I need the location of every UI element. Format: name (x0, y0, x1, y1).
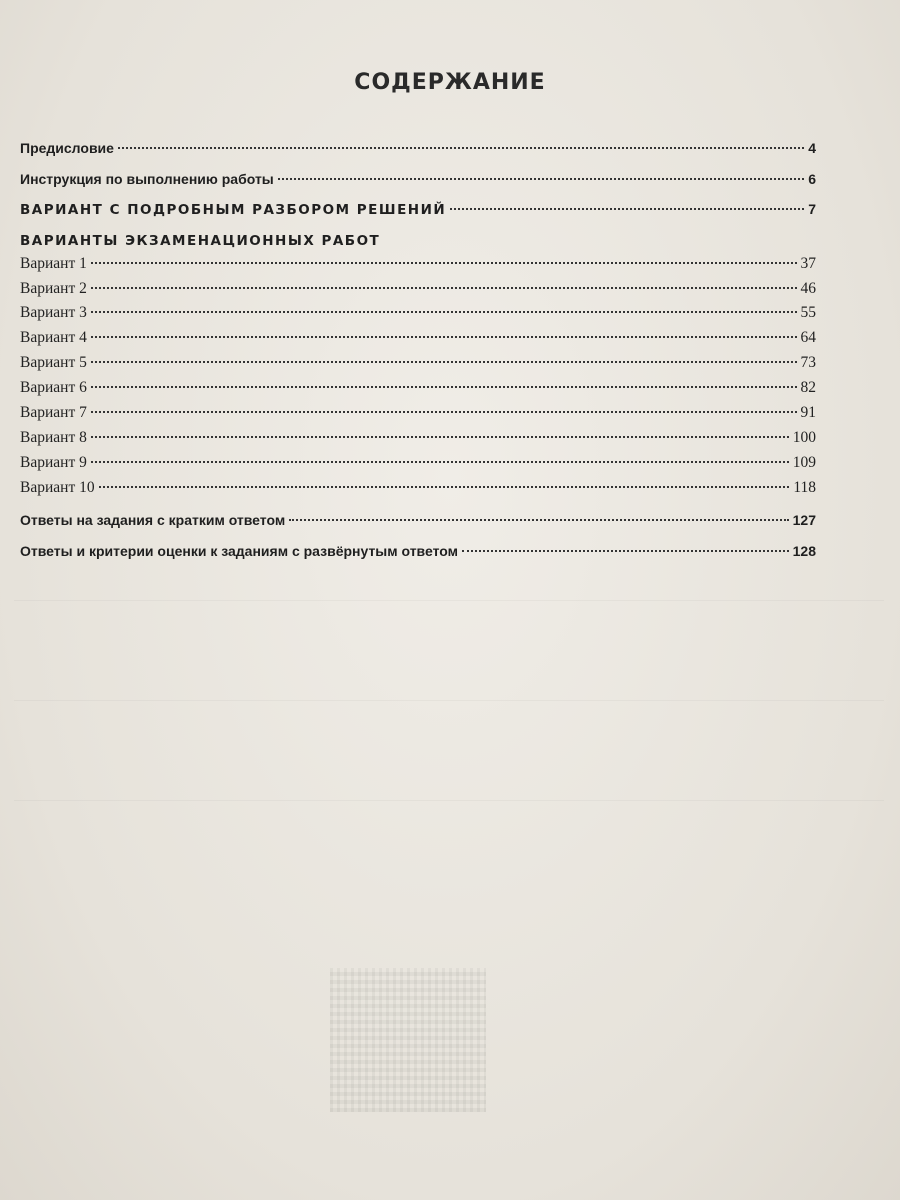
toc-entry-variant[interactable] (20, 479, 816, 503)
toc-entry-page: 91 (800, 404, 816, 421)
toc-entry-label: Вариант 7 (20, 404, 87, 421)
toc-entry-variant[interactable] (20, 354, 816, 378)
dot-leader (450, 208, 804, 210)
toc-entry-page: 128 (792, 543, 816, 559)
dot-leader (118, 147, 804, 149)
toc-entry-variant[interactable] (20, 404, 816, 428)
toc-entry-label: Вариант 8 (20, 429, 87, 446)
toc-section-heading-label: ВАРИАНТЫ ЭКЗАМЕНАЦИОННЫХ РАБОТ (20, 233, 381, 249)
bleed-through-line (14, 700, 884, 701)
bleed-through-line (14, 800, 884, 801)
toc-entry-page: 118 (793, 479, 816, 496)
toc-entry-short-answers[interactable] (20, 512, 816, 536)
dot-leader (91, 436, 789, 438)
toc-entry-label: Вариант 5 (20, 354, 87, 371)
dot-leader (91, 311, 797, 313)
toc-entry-label: Вариант 3 (20, 304, 87, 321)
toc-entry-instructions[interactable] (20, 171, 816, 195)
toc-entry-page: 73 (800, 354, 816, 371)
toc-entry-label: Вариант 2 (20, 280, 87, 297)
toc-entry-label: Инструкция по выполнению работы (20, 171, 274, 187)
toc-entry-label: ВАРИАНТ С ПОДРОБНЫМ РАЗБОРОМ РЕШЕНИЙ (20, 202, 447, 218)
toc-entry-variant[interactable] (20, 379, 816, 403)
toc-entry-variant[interactable] (20, 429, 816, 453)
toc-entry-variant[interactable] (20, 454, 816, 478)
toc-entry-page: 127 (792, 512, 816, 528)
toc-entry-label: Вариант 4 (20, 329, 87, 346)
dot-leader (289, 519, 788, 521)
toc-entry-page: 109 (792, 454, 816, 471)
toc-entry-detailed-variant[interactable] (20, 201, 816, 225)
dot-leader (462, 550, 789, 552)
toc-entry-page: 64 (800, 329, 816, 346)
toc-entry-label: Ответы и критерии оценки к заданиям с развёрнутым ответом (20, 543, 458, 559)
toc-entry-label: Вариант 10 (20, 479, 95, 496)
toc-section-heading (20, 233, 816, 257)
toc-entry-page: 82 (800, 379, 816, 396)
toc-entry-page: 7 (808, 201, 816, 217)
toc-entry-page: 37 (800, 255, 816, 272)
toc-entry-variant[interactable] (20, 280, 816, 304)
dot-leader (91, 262, 797, 264)
toc-entry-label: Вариант 6 (20, 379, 87, 396)
toc-entry-page: 4 (808, 140, 816, 156)
dot-leader (91, 336, 797, 338)
dot-leader (91, 361, 797, 363)
dot-leader (278, 178, 804, 180)
toc-entry-variant[interactable] (20, 329, 816, 353)
toc-entry-variant[interactable] (20, 304, 816, 328)
bleed-through-line (14, 600, 884, 601)
toc-entry-label: Вариант 9 (20, 454, 87, 471)
toc-entry-page: 100 (792, 429, 816, 446)
dot-leader (91, 461, 789, 463)
toc-entry-label: Вариант 1 (20, 255, 87, 272)
qr-code-bleed-through (330, 968, 486, 1112)
toc-entry-label: Предисловие (20, 140, 114, 156)
dot-leader (91, 386, 797, 388)
toc-entry-page: 46 (800, 280, 816, 297)
dot-leader (99, 486, 790, 488)
dot-leader (91, 411, 797, 413)
toc-entry-page: 55 (800, 304, 816, 321)
toc-entry-label: Ответы на задания с кратким ответом (20, 512, 286, 528)
toc-entry-variant[interactable] (20, 255, 816, 279)
toc-entry-preface[interactable] (20, 140, 816, 164)
page-title: СОДЕРЖАНИЕ (354, 70, 546, 95)
toc-entry-page: 6 (808, 171, 816, 187)
toc-entry-extended-answers[interactable] (20, 543, 816, 567)
dot-leader (91, 287, 797, 289)
